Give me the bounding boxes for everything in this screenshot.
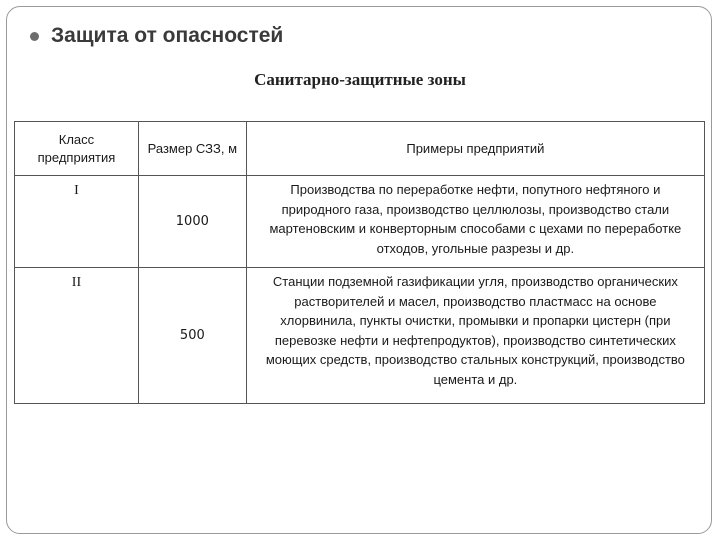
bullet-icon xyxy=(30,32,39,41)
slide-title: Защита от опасностей xyxy=(51,24,284,47)
table-subtitle: Санитарно-защитные зоны xyxy=(254,70,466,89)
cell-class: I xyxy=(15,176,139,268)
cell-class: II xyxy=(15,268,139,404)
cell-examples: Станции подземной газификации угля, производство органических растворителей и масел, производство пластмасс на основе хлорвинила, пункты очистки, промывки и пропарки цистерн (при перевозке нефти и нефтепродуктов), производство синтетических моющих средств, производство стальных конструкций, производство цемента и др. xyxy=(246,268,704,404)
cell-examples: Производства по переработке нефти, попутного нефтяного и природного газа, производство целлюлозы, производство стали мартеновским и конверторным способами с цехами по переработке отходов, угольные разрезы и др. xyxy=(246,176,704,268)
cell-size: 1000 xyxy=(138,176,246,268)
column-header-examples: Примеры предприятий xyxy=(246,122,704,176)
table-header-row xyxy=(15,122,705,176)
table-row xyxy=(15,268,705,404)
slide-heading xyxy=(30,24,283,48)
sanitary-zones-table xyxy=(14,121,705,404)
column-header-size: Размер СЗЗ, м xyxy=(138,122,246,176)
table-row xyxy=(15,176,705,268)
column-header-class: Класс предприятия xyxy=(15,122,139,176)
cell-size: 500 xyxy=(138,268,246,404)
